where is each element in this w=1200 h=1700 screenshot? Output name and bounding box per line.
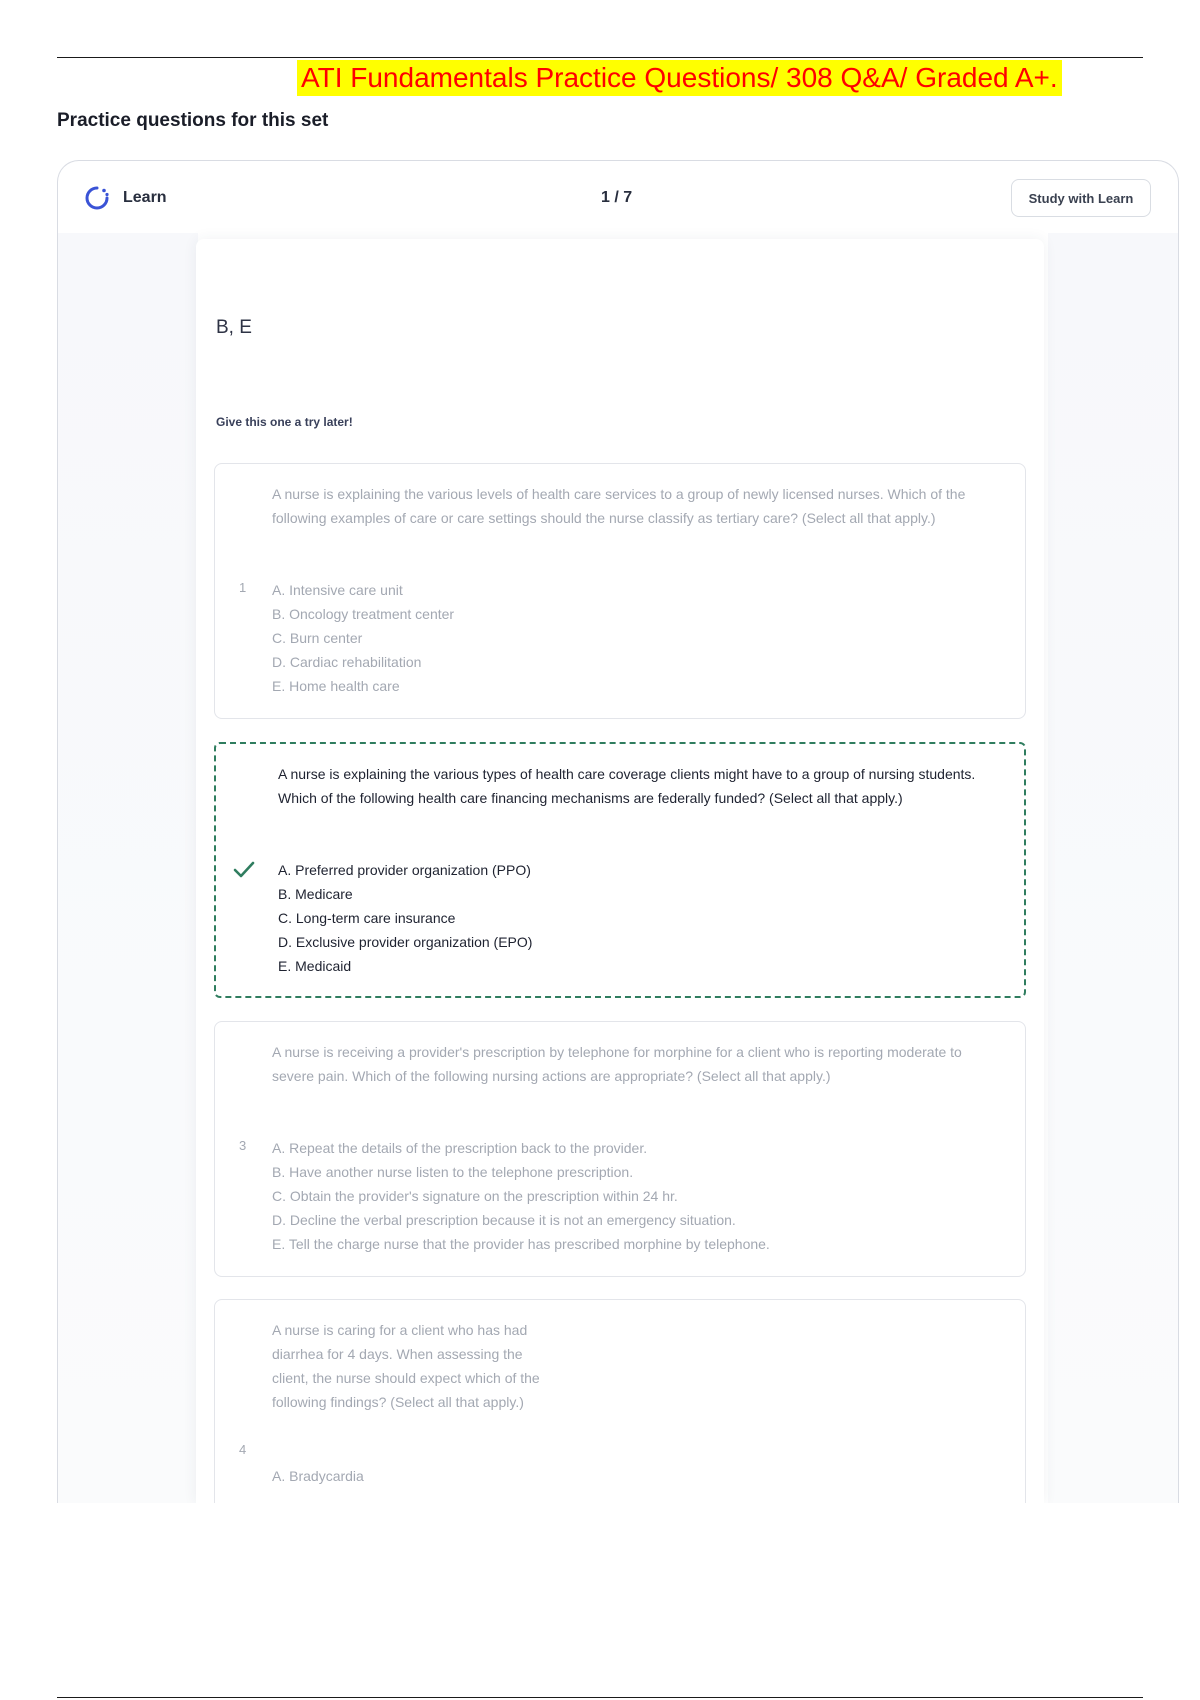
option-item: A. Intensive care unit xyxy=(272,582,403,598)
panel-header xyxy=(58,161,1178,233)
option-item: B. Have another nurse listen to the telephone prescription. xyxy=(272,1164,634,1180)
option-item: C. Long-term care insurance xyxy=(278,910,456,926)
option-item: A. Bradycardia xyxy=(272,1468,364,1484)
option-item: D. Cardiac rehabilitation xyxy=(272,654,422,670)
option-item: B. Medicare xyxy=(278,886,353,902)
question-stem: A nurse is caring for a client who has had diarrhea for 4 days. When assessing the client, the nurse should expect which of the following findings? (Select all that apply.) xyxy=(272,1322,540,1410)
answer-option-card-1[interactable] xyxy=(214,463,1026,719)
question-stem: A nurse is explaining the various levels of health care services to a group of newly licensed nurses. Which of the following examples of care or care settings should the nurse classify as tertiary care? (Select all that apply.) xyxy=(272,486,966,526)
option-number: 3 xyxy=(239,1138,247,1153)
option-number: 1 xyxy=(239,580,247,595)
answer-option-card-2[interactable] xyxy=(214,742,1026,998)
option-item: B. Oncology treatment center xyxy=(272,606,455,622)
try-later-message: Give this one a try later! xyxy=(216,415,353,429)
document-title: ATI Fundamentals Practice Questions/ 308 Q&A/ Graded A+. xyxy=(297,60,1062,96)
correct-check-icon xyxy=(232,858,256,882)
question-stem: A nurse is explaining the various types of health care coverage clients might have to a group of nursing students. Which of the following health care financing mechanisms are federally funded? (Select all that apply.) xyxy=(278,766,976,806)
option-item: D. Decline the verbal prescription because it is not an emergency situation. xyxy=(272,1212,736,1228)
option-item: E. Home health care xyxy=(272,678,400,694)
answer-option-card-3[interactable] xyxy=(214,1021,1026,1277)
option-number: 4 xyxy=(239,1442,247,1457)
option-item: C. Burn center xyxy=(272,630,363,646)
study-with-learn-button[interactable]: Study with Learn xyxy=(1011,179,1151,217)
learn-logo-icon xyxy=(84,185,110,211)
top-rule xyxy=(57,57,1143,58)
question-stem: A nurse is receiving a provider's prescription by telephone for morphine for a client who is reporting moderate to severe pain. Which of the following nursing actions are appropriate? (Select all that apply.) xyxy=(272,1044,962,1084)
option-item: E. Tell the charge nurse that the provider has prescribed morphine by telephone. xyxy=(272,1236,770,1252)
bottom-rule xyxy=(57,1697,1143,1698)
answer-option-card-4[interactable] xyxy=(214,1299,1026,1503)
set-heading: Practice questions for this set xyxy=(57,110,329,131)
right-gutter xyxy=(1048,233,1178,1503)
left-gutter xyxy=(58,233,198,1503)
option-item: E. Medicaid xyxy=(278,958,352,974)
option-item: C. Obtain the provider's signature on the prescription within 24 hr. xyxy=(272,1188,678,1204)
option-item: D. Exclusive provider organization (EPO) xyxy=(278,934,533,950)
learn-panel xyxy=(57,160,1179,1503)
learn-mode-label: Learn xyxy=(123,189,167,206)
option-item: A. Preferred provider organization (PPO) xyxy=(278,862,531,878)
option-item: A. Repeat the details of the prescription back to the provider. xyxy=(272,1140,648,1156)
progress-counter: 1 / 7 xyxy=(601,189,633,206)
question-card xyxy=(196,239,1044,1503)
answer-text: B, E xyxy=(216,317,252,338)
